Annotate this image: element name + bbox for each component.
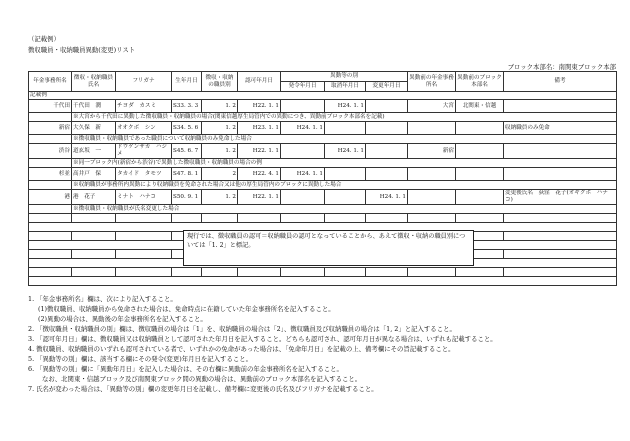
cell-approval: H22. 4. 1 (238, 168, 281, 181)
col-office: 年金事務所名 (29, 72, 72, 92)
footnote-line: 2. 「徴収職員・収納職員の別」欄は、徴収職員の場合は「1」を、収納職員の場合は「2」、徴収職員及び収納職員の場合は「1, 2」と記入すること。 (28, 325, 456, 333)
cell-pofc (408, 122, 456, 135)
cell-t3 (366, 100, 408, 113)
note-text: ※徴収職員・収納職員であった職員について収納職員のみ免命した場合 (72, 135, 617, 144)
cell-kana: オオクボ シン (116, 122, 172, 135)
cell-dob: S33. 3. 3 (172, 100, 202, 113)
cell-kana: チヨダ カスミ (116, 100, 172, 113)
col-resign: 取消年月日 (325, 82, 366, 92)
cell-t1 (281, 100, 325, 113)
cell-t1 (281, 144, 325, 159)
footnote-line: (1)徴収職員、収納職員から免命された場合は、免命時点に在籍していた年金事務所名を記入すること。 (38, 305, 335, 313)
cell-t2: H24. 1. 1 (325, 100, 366, 113)
cell-pofc (408, 168, 456, 181)
col-change-group: 異動等の別 (281, 72, 408, 82)
cell-name: 高井戸 保 (72, 168, 116, 181)
footnote-line: 7. 氏名が変わった場合は、「異動等の別」欄の変更年月日を記載し、備考欄に変更後の氏名及びフリガナを記載すること。 (28, 385, 378, 393)
footnote-line: なお、北関東・信越ブロック及び南関東ブロック間の異動の場合は、異動前のブロック本部名を記入すること。 (42, 375, 362, 383)
cell-kana: ミナト ハナコ (116, 190, 172, 205)
table-row (29, 122, 617, 135)
cell-t2 (325, 122, 366, 135)
note-box: 現行では、徴収職員の認可＝収納職員の認可となっていることから、あえて徴収・収納の職員別については「1. 2」と標記。 (183, 230, 474, 266)
cell-cat: 2 (202, 168, 238, 181)
cell-cat: 1. 2 (202, 100, 238, 113)
footnote-line: 1. 「年金事務所名」欄は、次により記入すること。 (28, 295, 177, 303)
table-row (29, 144, 617, 159)
cell-pofc (408, 190, 456, 205)
col-prev-block: 異動前のブロック本部名 (456, 72, 504, 92)
note-blank-cell (29, 181, 72, 190)
note-row (29, 205, 617, 214)
note-text: ※同一ブロック内(新宿から渋谷)で異動した徴収職員・収納職員の場合の例 (72, 159, 617, 168)
cell-name: 港 花子 (72, 190, 116, 205)
cell-pblk: 北関東・信越 (456, 100, 504, 113)
cell-cat: 1. 2 (202, 190, 238, 205)
cell-office: 渋谷 (29, 144, 72, 159)
cell-office: 新宿 (29, 122, 72, 135)
document-title: 徴収職員・収納職員異動(変更)リスト (28, 46, 136, 54)
cell-t3: H24. 1. 1 (366, 190, 408, 205)
cell-name: 道玄坂 一 (72, 144, 116, 159)
note-row (29, 113, 617, 122)
table-row (29, 100, 617, 113)
note-text: ※徴収職員・収納職員が氏名変更した場合 (72, 205, 617, 214)
cell-rem (504, 168, 617, 181)
note-blank-cell (29, 159, 72, 168)
footnote-line: 4. 徴収職員、収納職員のいずれも認可されている者で、いずれかの免命があった場合は、「免命年月日」を記載の上、備考欄にその旨記載すること。 (28, 345, 455, 353)
note-text: ※収納職員が事務所内異動により収納職員を免命された場合又は他の厚生局管内のブロックに異動した場合 (72, 181, 617, 190)
note-blank-cell (29, 205, 72, 214)
cell-approval: H23. 1. 1 (238, 122, 281, 135)
cell-rem (504, 100, 617, 113)
cell-dob: S47. 8. 1 (172, 168, 202, 181)
table-row (29, 168, 617, 181)
cell-cat: 1. 2 (202, 122, 238, 135)
cell-t2 (325, 168, 366, 181)
block-name: ブロック本部名：南関東ブロック本部 (507, 63, 616, 71)
cell-dob: S45. 6. 7 (172, 144, 202, 159)
col-category: 徴収・収納の職員別 (202, 72, 238, 92)
footnote-line: (2)異動の場合は、異動後の年金事務所名を記入すること。 (38, 315, 207, 323)
footnote-line: 3. 「認可年月日」欄は、徴収職員又は収納職員として認可された年月日を記入すること。どちらも認可され、認可年月日が異なる場合は、いずれも記載すること。 (28, 335, 497, 343)
cell-pblk (456, 190, 504, 205)
footnote-line: 6. 「異動等の別」欄に「異動年月日」を記入した場合は、その右欄に異動前の年金事務所名を記入すること。 (28, 365, 343, 373)
cell-office: 杉並 (29, 168, 72, 181)
cell-office: 千代田 (29, 100, 72, 113)
col-transfer-out: 発令年月日 (281, 82, 325, 92)
note-blank-cell (29, 135, 72, 144)
cell-dob: S50. 9. 1 (172, 190, 202, 205)
cell-rem (504, 144, 617, 159)
example-label: （記載例） (28, 35, 60, 43)
cell-approval: H22. 1. 1 (238, 144, 281, 159)
col-change: 変更年月日 (366, 82, 408, 92)
section-label: 記載例 (29, 92, 617, 100)
cell-name: 大久保 新 (72, 122, 116, 135)
cell-t1 (281, 190, 325, 205)
col-prev-office: 異動前の年金事務所名 (408, 72, 456, 92)
cell-pblk (456, 168, 504, 181)
col-approval: 認可年月日 (238, 72, 281, 92)
cell-pofc: 大宮 (408, 100, 456, 113)
note-blank-cell (29, 113, 72, 122)
cell-kana: ドウゲンザカ ハジメ (116, 144, 172, 159)
cell-kana: タカイド タモツ (116, 168, 172, 181)
cell-pofc: 新宿 (408, 144, 456, 159)
col-furigana: フリガナ (116, 72, 172, 92)
cell-rem: 収納職員のみ免命 (504, 122, 617, 135)
cell-approval: H22. 1. 1 (238, 190, 281, 205)
cell-approval: H22. 1. 1 (238, 100, 281, 113)
note-row (29, 181, 617, 190)
note-text: ※大宮から千代田に異動した徴収職員・収納職員の場合(関東信越厚生局管内での異動につき、異動前ブロック本部名を記載) (72, 113, 617, 122)
cell-t1: H24. 1. 1 (281, 168, 325, 181)
cell-t3 (366, 122, 408, 135)
cell-dob: S34. 5. 6 (172, 122, 202, 135)
note-row (29, 135, 617, 144)
cell-pblk (456, 122, 504, 135)
note-row (29, 159, 617, 168)
cell-t1: H24. 1. 1 (281, 122, 325, 135)
cell-pblk (456, 144, 504, 159)
cell-cat: 1. 2 (202, 144, 238, 159)
cell-t2: H24. 1. 1 (325, 144, 366, 159)
cell-name: 千代田 潤 (72, 100, 116, 113)
table-row (29, 190, 617, 205)
col-staff-name: 徴収・収納職員氏名 (72, 72, 116, 92)
footnote-line: 5. 「異動等の別」欄は、該当する欄にその発令(変更)年月日を記入すること。 (28, 355, 253, 363)
col-dob: 生年月日 (172, 72, 202, 92)
cell-rem: 変更後氏名 荻窪 花子(オギクボ ハナコ) (504, 190, 617, 205)
cell-t3 (366, 144, 408, 159)
cell-t3 (366, 168, 408, 181)
cell-office: 港 (29, 190, 72, 205)
cell-t2 (325, 190, 366, 205)
col-remarks: 備考 (504, 72, 617, 92)
